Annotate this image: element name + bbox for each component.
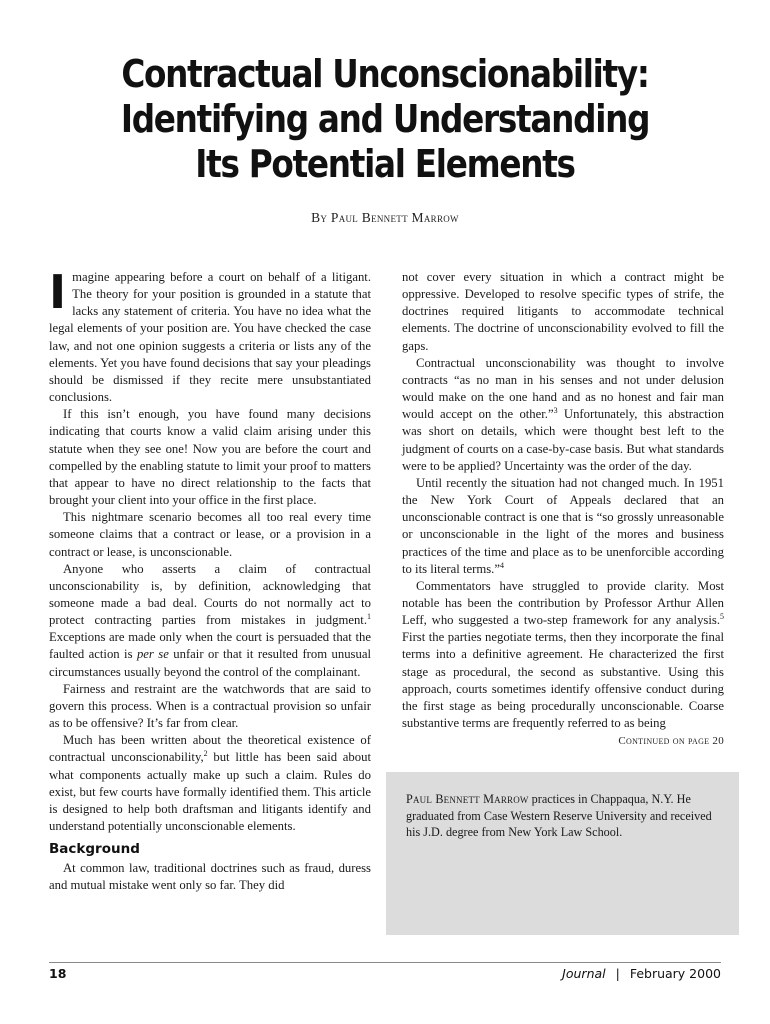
footnote-ref-1: 1 (367, 612, 371, 622)
paragraph-5: Fairness and restraint are the watchwords that are said to govern this process. When is a contractual provision so unfair as to be offensive? It’s far from clear. (49, 681, 371, 731)
paragraph-10 (402, 475, 724, 578)
continued-on-page-link[interactable]: Continued on page 20 (618, 735, 724, 748)
drop-cap: I (49, 265, 67, 319)
paragraph-1 (49, 265, 371, 406)
paragraph-4-italic: per se (136, 647, 169, 662)
paragraph-11-text-b: First the parties negotiate terms, then they incorporate the final terms into a definitive agreement. He characterized the first stage as procedural, the second as substantive. Using this approach, courts sometimes identify offensive conduct during the first stage as being procedurally unconscionable. Coarse substantive terms are frequently referred to as being (402, 630, 724, 731)
footnote-ref-2: 2 (203, 749, 208, 759)
paragraph-4-text-b: Exceptions are made only when the court is persuaded that the faulted action is (49, 630, 371, 662)
footer-publication (562, 966, 721, 981)
bio-text: practices in Chappaqua, N.Y. He graduated from Case Western Reserve University and received his J.D. degree from New York Law School. (406, 792, 712, 839)
page-number: 18 (49, 966, 67, 981)
paragraph-3: This nightmare scenario becomes all too real every time someone claims that a contract or lease, or a provision in a contract or lease, is unconscionable. (49, 510, 371, 559)
paragraph-4 (49, 561, 371, 681)
paragraph-11 (402, 578, 724, 732)
byline: By Paul Bennett Marrow (311, 210, 459, 225)
paragraph-10-text: Until recently the situation had not changed much. In 1951 the New York Court of Appeals declared that an unconscionable contract is one that is “so grossly unreasonable or unconscionable in the light of the mores and business practices of the time and place as to be unenforcible according to its literal terms.” (402, 475, 724, 576)
bio-author-name: Paul Bennett Marrow (406, 792, 529, 806)
paragraph-9 (402, 355, 724, 475)
title-line-1: Contractual Unconscionability: (121, 52, 649, 96)
paragraph-4-text-c: unfair or that it resulted from unusual circumstances usually beyond the control of the complainant. (49, 647, 371, 679)
paragraph-6-text-a: Much has been written about the theoretical existence of contractual unconscionability, (49, 733, 371, 765)
paragraph-1-text: magine appearing before a court on behalf of a litigant. The theory for your position is grounded in a statute that lacks any statement of criteria. You have no idea what the legal elements of your position are. You have checked the case law, and not one opinion suggests a criteria or lists any of the elements. Yet you have found decisions that say your pleadings should be dismissed if they recite mere unsubstantiated conclusions. (49, 270, 371, 405)
footer-separator: | (615, 966, 620, 981)
footer-journal: Journal (562, 966, 606, 981)
title-line-2: Identifying and Understanding (120, 97, 650, 141)
paragraph-4-text-a: Anyone who asserts a claim of contractual unconscionability is, by definition, acknowledging that someone made a bad deal. Courts do not normally act to protect contracting parties from mistakes in judgment. (49, 561, 371, 628)
footer-divider (49, 962, 721, 963)
footnote-ref-5: 5 (720, 612, 724, 622)
section-heading-background: Background (49, 841, 140, 858)
article-title (88, 52, 681, 187)
title-line-3: Its Potential Elements (195, 142, 575, 186)
paragraph-11-text-a: Commentators have struggled to provide clarity. Most notable has been the contribution by Professor Arthur Allen Leff, who suggested a two-step framework for any analysis. (402, 578, 724, 628)
paragraph-7: At common law, traditional doctrines such as fraud, duress and mutual mistake went only so far. They did (49, 861, 371, 893)
paragraph-6-text-b: but little has been said about what components actually make up such a claim. Rules do exist, but few courts have formally identified them. This article is designed to help both draftsman and litigants identify and understand potentially unconscionable elements. (49, 750, 371, 833)
author-bio-box (386, 772, 739, 935)
footer-date: February 2000 (629, 966, 721, 981)
paragraph-6 (49, 732, 371, 835)
left-column (49, 265, 371, 959)
paragraph-9-text-a: Contractual unconscionability was thought to involve contracts “as no man in his senses and not under delusion would make on the one hand and as no honest and fair man would accept on the other.” (402, 355, 724, 422)
paragraph-9-text-b: Unfortunately, this abstraction was short on details, which were thought best left to the judgment of courts on a case-by-case basis. But what standards were to be applied? Uncertainty was the order of the day. (402, 407, 724, 473)
footnote-ref-4: 4 (499, 560, 504, 570)
paragraph-8: not cover every situation in which a contract might be oppressive. Developed to resolve specific types of strife, the doctrines required litigants to accommodate technical elements. The doctrine of unconscionability evolved to fill the gaps. (402, 270, 724, 353)
footnote-ref-3: 3 (553, 406, 558, 416)
paragraph-2: If this isn’t enough, you have found many decisions indicating that courts know a valid claim arising under this statute when they see one! Now you are before the court and compelled by the enabling statute to limit your proof to matters that appear to have no direct relationship to the facts that brought your client into your office in the first place. (49, 407, 371, 508)
right-column (402, 269, 724, 750)
